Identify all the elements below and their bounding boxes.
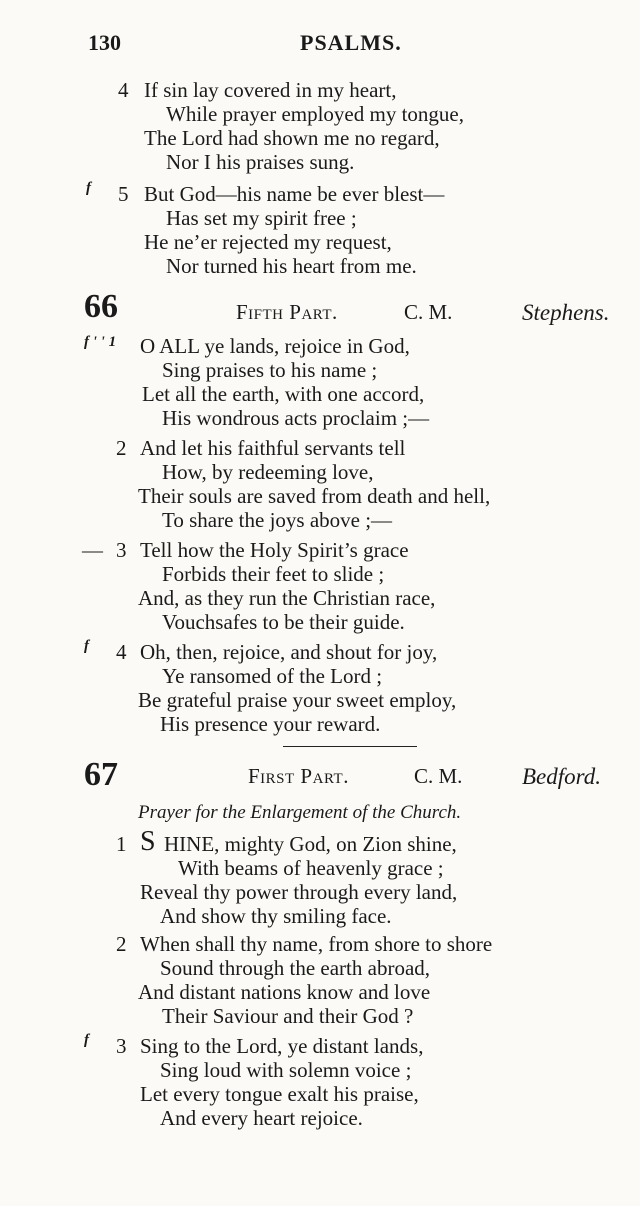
- verse-number: 3: [116, 1034, 127, 1058]
- verse-line: Sound through the earth abroad,: [160, 956, 431, 980]
- hymn-66-heading: [0, 288, 640, 328]
- hymn-part: First Part.: [248, 764, 349, 788]
- verse-line: Let all the earth, with one accord,: [142, 382, 425, 406]
- hymn-meter: C. M.: [404, 300, 453, 324]
- verse-line: And distant nations know and love: [138, 980, 431, 1004]
- dynamic-mark: f ' ' 1: [84, 334, 117, 350]
- dynamic-mark: f: [84, 1032, 89, 1048]
- verse-line: Oh, then, rejoice, and shout for joy,: [140, 640, 438, 664]
- verse-line: The Lord had shown me no regard,: [144, 126, 440, 150]
- section-divider: [283, 746, 417, 747]
- verse-number: 4: [116, 640, 127, 664]
- verse-number: 3: [116, 538, 127, 562]
- verse-line: Their Saviour and their God ?: [162, 1004, 414, 1028]
- hymn-67-heading: [0, 756, 640, 796]
- verse-line: While prayer employed my tongue,: [166, 102, 464, 126]
- verse-line: Sing praises to his name ;: [162, 358, 378, 382]
- running-title: PSALMS.: [300, 30, 402, 55]
- verse-line: Their souls are saved from death and hell,: [138, 484, 491, 508]
- verse-line: Tell how the Holy Spirit’s grace: [140, 538, 409, 562]
- verse-line: Be grateful praise your sweet employ,: [138, 688, 457, 712]
- hymn-part: Fifth Part.: [236, 300, 338, 324]
- verse-line: His wondrous acts proclaim ;—: [162, 406, 430, 430]
- verse-line: Ye ransomed of the Lord ;: [162, 664, 383, 688]
- dynamic-mark: f: [86, 180, 91, 196]
- dynamic-mark: —: [82, 538, 103, 562]
- verse-line: O ALL ye lands, rejoice in God,: [140, 334, 410, 358]
- hymn-meter: C. M.: [414, 764, 463, 788]
- hymn-number: 67: [84, 756, 118, 793]
- verse-line: When shall thy name, from shore to shore: [140, 932, 493, 956]
- verse-line: HINE, mighty God, on Zion shine,: [164, 832, 457, 856]
- verse-line: His presence your reward.: [160, 712, 381, 736]
- verse-line: He ne’er rejected my request,: [144, 230, 392, 254]
- verse-number: 4: [118, 78, 129, 102]
- verse-line: Vouchsafes to be their guide.: [162, 610, 405, 634]
- verse-line: Forbids their feet to slide ;: [162, 562, 385, 586]
- page-number: 130: [88, 30, 121, 55]
- verse-line: Sing to the Lord, ye distant lands,: [140, 1034, 424, 1058]
- hymn-subtitle: Prayer for the Enlargement of the Church.: [138, 802, 462, 823]
- verse-line: Nor I his praises sung.: [166, 150, 355, 174]
- dynamic-mark: f: [84, 638, 89, 654]
- tune-name: Bedford.: [522, 764, 601, 789]
- verse-line: And, as they run the Christian race,: [138, 586, 436, 610]
- verse-line: How, by redeeming love,: [162, 460, 374, 484]
- verse-line: Has set my spirit free ;: [166, 206, 357, 230]
- verse-line: Sing loud with solemn voice ;: [160, 1058, 412, 1082]
- drop-capital: S: [140, 826, 156, 857]
- verse-number: 5: [118, 182, 129, 206]
- verse-line: Nor turned his heart from me.: [166, 254, 417, 278]
- verse-line: To share the joys above ;—: [162, 508, 393, 532]
- verse-number: 1: [116, 832, 127, 856]
- tune-name: Stephens.: [522, 300, 610, 325]
- verse-line: And let his faithful servants tell: [140, 436, 406, 460]
- verse-line: With beams of heavenly grace ;: [178, 856, 444, 880]
- verse-line: But God—his name be ever blest—: [144, 182, 445, 206]
- verse-line: Reveal thy power through every land,: [140, 880, 458, 904]
- verse-line: And every heart rejoice.: [160, 1106, 363, 1130]
- verse-number: 2: [116, 932, 127, 956]
- verse-line: Let every tongue exalt his praise,: [140, 1082, 419, 1106]
- verse-line: And show thy smiling face.: [160, 904, 392, 928]
- verse-number: 2: [116, 436, 127, 460]
- hymn-number: 66: [84, 288, 118, 325]
- verse-line: If sin lay covered in my heart,: [144, 78, 397, 102]
